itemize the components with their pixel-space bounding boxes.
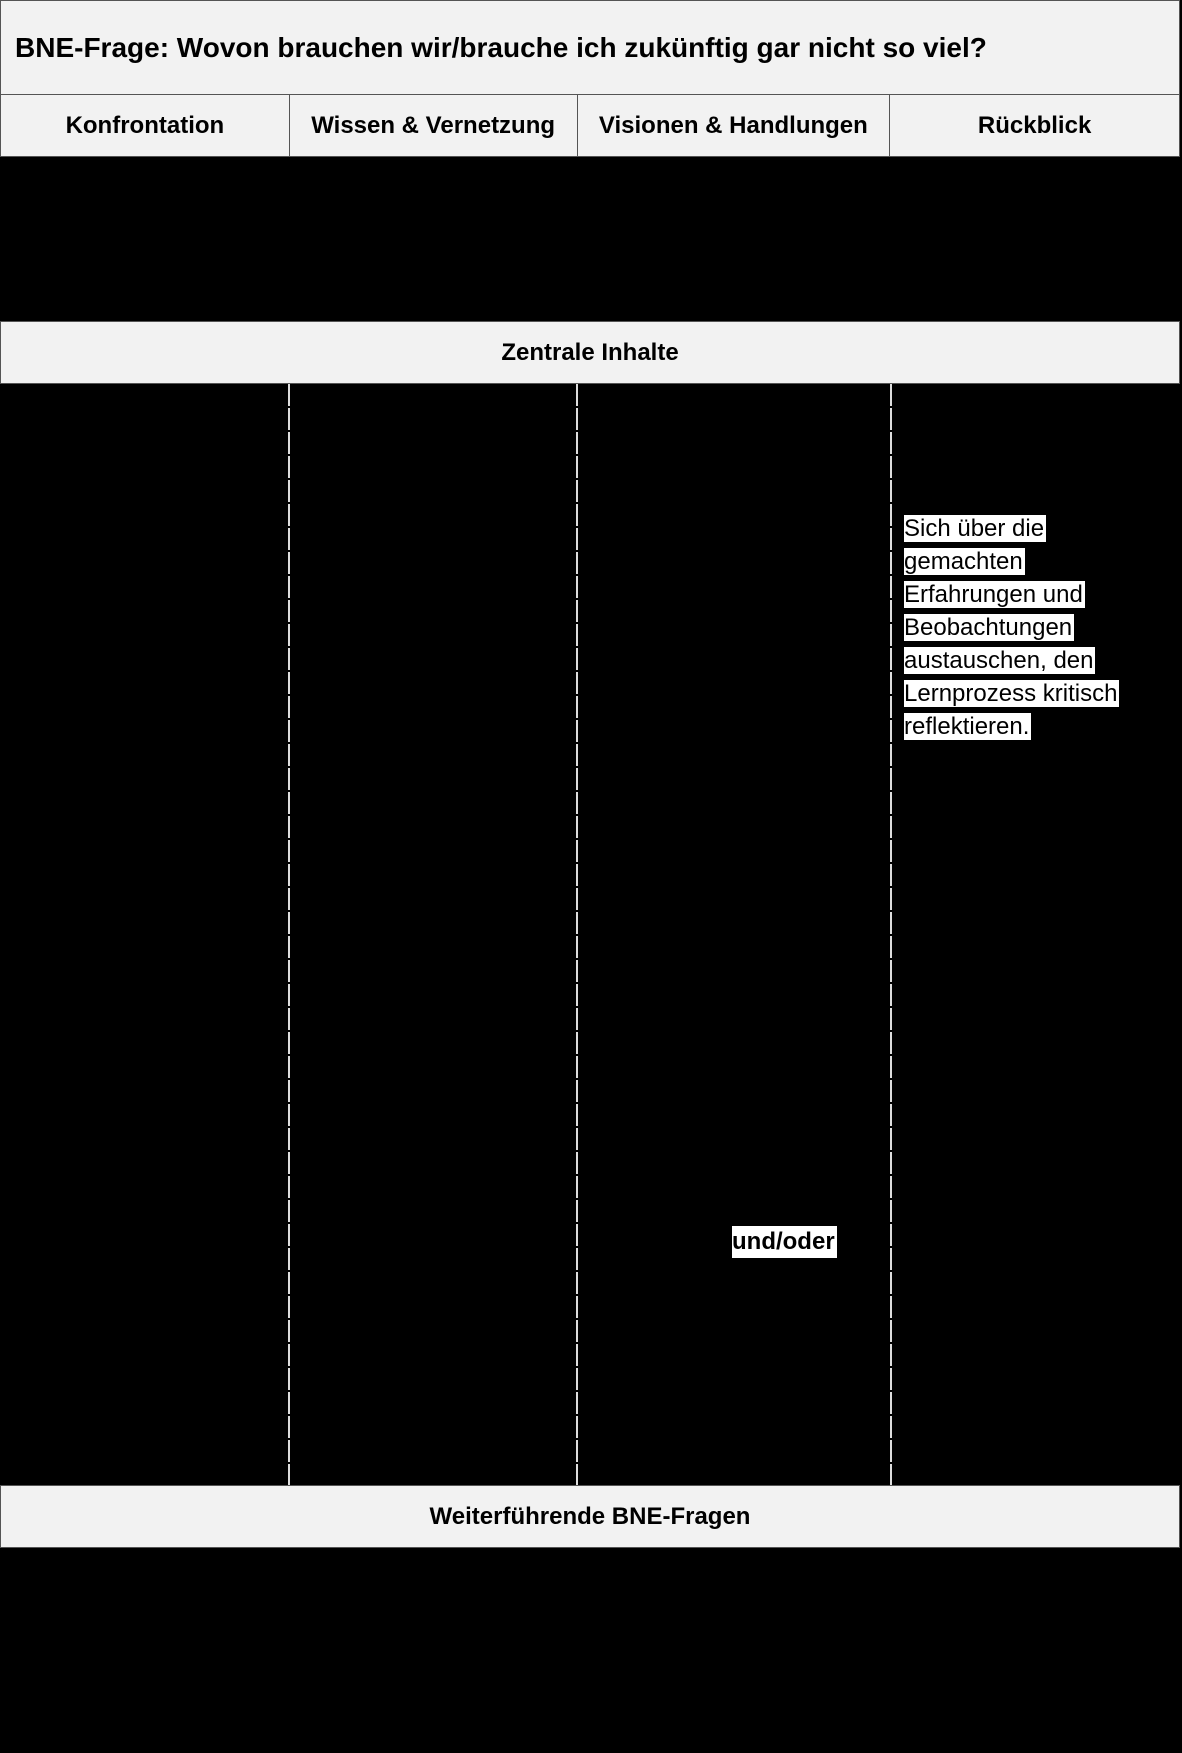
- phase-header-row: [0, 94, 1180, 157]
- rueckblick-note-text: Sich über die gemachten Erfahrungen und Beobachtungen austauschen, den Lernprozess kritisch reflektieren.: [904, 515, 1118, 740]
- section-zentrale-inhalte: Zentrale Inhalte: [0, 321, 1180, 384]
- phase-rueckblick: Rückblick: [889, 94, 1180, 157]
- column-separator: [890, 384, 892, 1485]
- connector-label: und/oder: [732, 1226, 837, 1258]
- column-separator: [576, 384, 578, 1485]
- section-weiterfuehrende-fragen: Weiterführende BNE-Fragen: [0, 1485, 1180, 1548]
- rueckblick-note: [904, 512, 1144, 743]
- phase-wissen-vernetzung: Wissen & Vernetzung: [289, 94, 578, 157]
- title-band: [0, 0, 1180, 95]
- phase-konfrontation: Konfrontation: [0, 94, 290, 157]
- column-separator: [288, 384, 290, 1485]
- phase-visionen-handlungen: Visionen & Handlungen: [577, 94, 891, 157]
- page-title: BNE-Frage: Wovon brauchen wir/brauche ich zukünftig gar nicht so viel?: [15, 31, 987, 63]
